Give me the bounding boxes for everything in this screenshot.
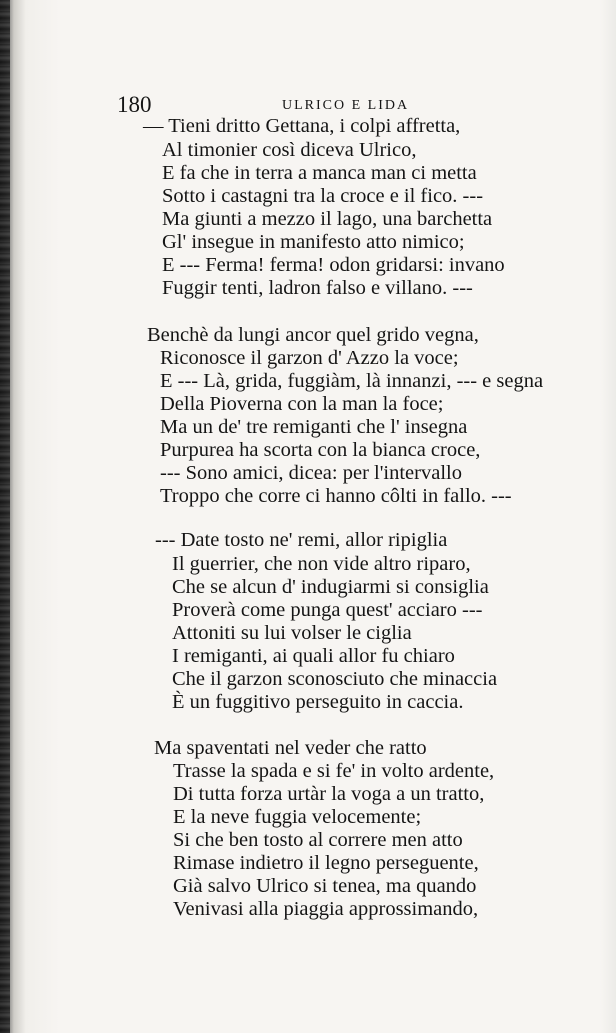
verse-line: — Tieni dritto Gettana, i colpi affretta, bbox=[143, 115, 461, 137]
verse-line: Il guerrier, che non vide altro riparo, bbox=[172, 553, 471, 575]
verse-line: Si che ben tosto al correre men atto bbox=[173, 829, 463, 851]
verse-line: Di tutta forza urtàr la voga a un tratto, bbox=[173, 783, 485, 805]
verse-line: Venivasi alla piaggia approssimando, bbox=[173, 898, 479, 920]
verse-line: E --- Là, grida, fuggiàm, là innanzi, --- e segna bbox=[160, 370, 544, 392]
verse-line: Proverà come punga quest' acciaro --- bbox=[172, 599, 483, 621]
verse-line: Benchè da lungi ancor quel grido vegna, bbox=[147, 324, 479, 346]
verse-line: Trasse la spada e si fe' in volto ardente, bbox=[173, 760, 495, 782]
verse-line: Ma giunti a mezzo il lago, una barchetta bbox=[162, 208, 493, 230]
verse-line: Sotto i castagni tra la croce e il fico. --- bbox=[162, 185, 484, 207]
verse-line: Rimase indietro il legno perseguente, bbox=[173, 852, 479, 874]
verse-line: --- Sono amici, dicea: per l'intervallo bbox=[160, 462, 462, 484]
page-number: 180 bbox=[117, 92, 152, 117]
verse-line: Al timonier così diceva Ulrico, bbox=[162, 139, 417, 161]
verse-line: Troppo che corre ci hanno côlti in fallo. --- bbox=[160, 485, 512, 507]
verse-line: Già salvo Ulrico si tenea, ma quando bbox=[173, 875, 477, 897]
verse-line: E --- Ferma! ferma! odon gridarsi: invano bbox=[162, 254, 505, 276]
verse-line: Della Pioverna con la man la foce; bbox=[160, 393, 444, 415]
binding-gutter bbox=[0, 0, 10, 1033]
verse-line: Che il garzon sconosciuto che minaccia bbox=[172, 668, 498, 690]
verse-line: È un fuggitivo perseguito in caccia. bbox=[172, 691, 464, 713]
verse-line: E la neve fuggia velocemente; bbox=[173, 806, 422, 828]
verse-line: Ma un de' tre remiganti che l' insegna bbox=[160, 416, 468, 438]
verse-line: I remiganti, ai quali allor fu chiaro bbox=[172, 645, 455, 667]
verse-line: Riconosce il garzon d' Azzo la voce; bbox=[160, 347, 459, 369]
verse-line: Fuggir tenti, ladron falso e villano. --- bbox=[162, 277, 473, 299]
verse-line: --- Date tosto ne' remi, allor ripiglia bbox=[155, 529, 448, 551]
verse-line: Che se alcun d' indugiarmi si consiglia bbox=[172, 576, 489, 598]
verse-line: E fa che in terra a manca man ci metta bbox=[162, 162, 477, 184]
verse-line: Purpurea ha scorta con la bianca croce, bbox=[160, 439, 481, 461]
verse-line: Gl' insegue in manifesto atto nimico; bbox=[162, 231, 465, 253]
verse-line: Attoniti su lui volser le ciglia bbox=[172, 622, 412, 644]
verse-line: Ma spaventati nel veder che ratto bbox=[154, 737, 427, 759]
running-title: ULRICO E LIDA bbox=[282, 98, 410, 113]
